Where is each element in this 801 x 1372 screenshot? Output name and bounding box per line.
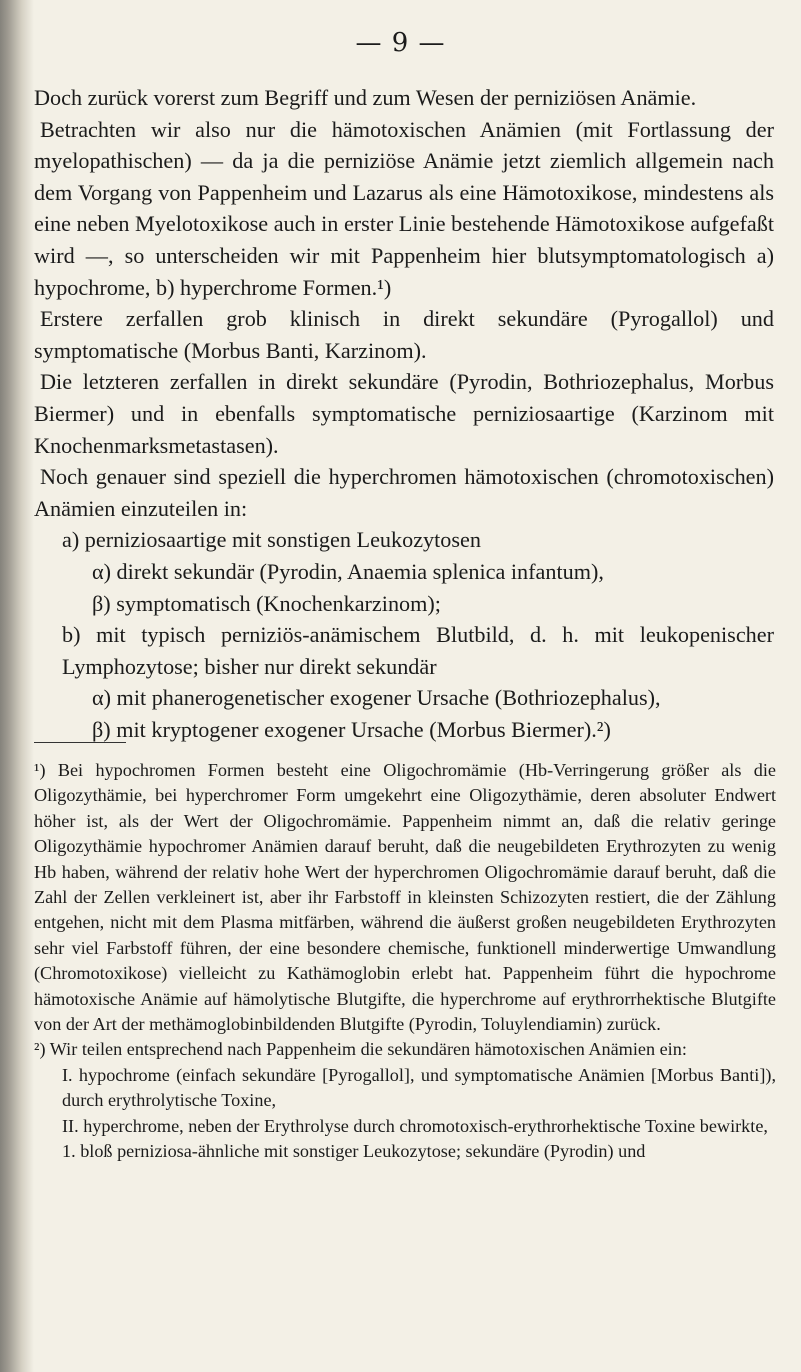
footnote-2-item-ii-1: 1. bloß perniziosa-ähnliche mit sonstiger Leukozytose; sekundäre (Pyrodin) und <box>62 1141 646 1162</box>
classification-list <box>34 524 774 745</box>
list-item-b: b) mit typisch perniziös-anämischem Blutbild, d. h. mit leukopenischer Lymphozytose; bisher nur direkt sekundär <box>62 622 774 679</box>
paragraph-5: Noch genauer sind speziell die hyperchromen hämotoxischen (chromotoxischen) Anämien einzuteilen in: <box>34 464 774 521</box>
footnote-rule <box>34 742 126 743</box>
footnote-2-item-i: I. hypochrome (einfach sekundäre [Pyrogallol], und symptomatische Anämien [Morbus Banti]), durch erythrolytische Toxine, <box>62 1064 776 1111</box>
list-item-a-beta: β) symptomatisch (Knochenkarzinom); <box>92 590 441 616</box>
paragraph-4: Die letzteren zerfallen in direkt sekundäre (Pyrodin, Bothriozephalus, Morbus Biermer) und in ebenfalls symptomatische perniziosaartige (Karzinom mit Knochenmarksmetastasen). <box>34 369 774 458</box>
book-binding-shadow <box>0 0 34 1372</box>
paragraph-2: Betrachten wir also nur die hämotoxischen Anämien (mit Fortlassung der myelopathischen) — da ja die perniziöse Anämie jetzt ziemlich allgemein nach dem Vorgang von Pappenheim und Lazarus als eine Hämotoxikose, mindestens als eine neben Myelotoxikose auch in erster Linie bestehende Hämotoxikose aufgefaßt wird —, so unterscheiden wir mit Pappenheim hier blutsymptomatologisch a) hypochrome, b) hyperchrome Formen.¹) <box>34 116 774 300</box>
footnote-2-item-ii: II. hyperchrome, neben der Erythrolyse durch chromotoxisch-erythrorhektische Toxine bewirkte, <box>62 1115 768 1136</box>
list-item-a-alpha: α) direkt sekundär (Pyrodin, Anaemia splenica infantum), <box>92 558 604 584</box>
paragraph-1: Doch zurück vorerst zum Begriff und zum Wesen der perniziösen Anämie. <box>34 85 697 110</box>
footnote-1: ¹) Bei hypochromen Formen besteht eine Oligochromämie (Hb-Verringerung größer als die Oligozythämie, bei hyperchromer Form umgekehrt eine Oligozythämie, deren absoluter Endwert höher ist, als der Wert der Oligochromämie. Pappenheim nimmt an, daß die relativ geringe Oligozythämie hypochromer Anämien darauf beruht, daß die neugebildeten Erythrozyten zu wenig Hb haben, während der relativ hohe Wert der hyperchromen Oligochromämie darauf beruht, daß die Zahl der Zellen verkleinert ist, aber ihr Farbstoff in kleinsten Schizozyten restiert, die der Zählung entgehen, nicht mit dem Plasma mitfärben, während die äußerst großen neugebildeten Erythrozyten sehr viel Farbstoff führen, der eine besondere chemische, funktionell minderwertige Umwandlung (Chromotoxikose) vielleicht zu Kathämoglobin erlebt hat. Pappenheim führt die hypochrome hämotoxische Anämie auf hämolytische Blutgifte, die hyperchrome auf erythrorrhektische Blutgifte von der Art der methämoglobinbildenden Blutgifte (Pyrodin, Toluylendiamin) zurück. <box>34 760 776 1035</box>
footnotes <box>34 758 776 1165</box>
list-item-a: a) perniziosaartige mit sonstigen Leukozytosen <box>62 527 481 553</box>
main-text <box>34 82 774 745</box>
list-item-b-alpha: α) mit phanerogenetischer exogener Ursache (Bothriozephalus), <box>92 685 661 711</box>
list-item-b-beta: β) mit kryptogener exogener Ursache (Morbus Biermer).²) <box>92 716 611 742</box>
paragraph-3: Erstere zerfallen grob klinisch in direkt sekundäre (Pyrogallol) und symptomatische (Morbus Banti, Karzinom). <box>34 306 774 363</box>
footnote-2-intro: ²) Wir teilen entsprechend nach Pappenheim die sekundären hämotoxischen Anämien ein: <box>34 1039 687 1060</box>
page-number: — 9 — <box>355 28 446 58</box>
